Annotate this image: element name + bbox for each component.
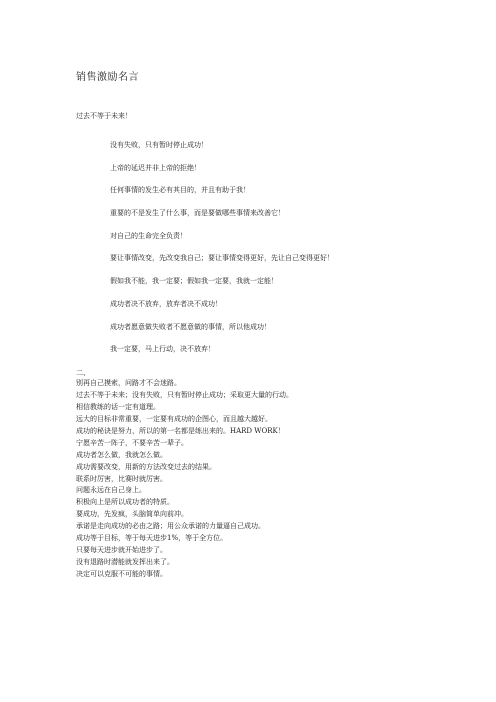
motto-line: 成功需要改变，用新的方法改变过去的结果。 (76, 462, 216, 471)
motto-line: 成功者怎么做，我就怎么做。 (76, 450, 167, 459)
motto-line: 要成功，先发疯，头脑简单向前冲。 (76, 510, 188, 519)
quote-line: 成功者愿意做失败者不愿意做的事情，所以他成功！ (110, 322, 271, 331)
motto-line: 承诺是走向成功的必由之路；用公众承诺的力量逼自己成功。 (76, 522, 265, 531)
motto-line: 只要每天进步就开始进步了。 (76, 546, 167, 555)
motto-line: 相信教练的话一定有道理。 (76, 402, 160, 411)
motto-line: 联系时厉害，比赛时就厉害。 (76, 474, 167, 483)
quote-line: 成功者决不放弃，放弃者决不成功！ (110, 299, 222, 308)
motto-line: 决定可以克服不可能的事情。 (76, 570, 167, 578)
quote-line: 任何事情的发生必有其目的，并且有助于我！ (110, 186, 250, 195)
section-two-heading: 二、 (76, 369, 90, 377)
quote-line: 没有失败，只有暂时停止成功！ (110, 141, 208, 149)
motto-line: 没有退路时潜能就发挥出来了。 (76, 558, 174, 567)
quote-line: 假如我不能，我一定要；假如我一定要，我就一定能！ (110, 277, 278, 286)
document-title: 销售激励名言 (76, 72, 139, 83)
motto-line: 成功等于目标，等于每天进步1%，等于全方位。 (76, 534, 228, 543)
motto-line: 过去不等于未来；没有失败，只有暂时停止成功；采取更大量的行动。 (76, 390, 293, 399)
quote-line: 对自己的生命完全负责！ (110, 231, 187, 240)
motto-line: 积极向上是所以成功者的特质。 (76, 498, 174, 507)
motto-line: 别再自己摸索，问路才不会迷路。 (76, 379, 181, 387)
quote-line: 要让事情改变，先改变我自己；要让事情变得更好，先让自己变得更好！ (110, 254, 334, 263)
quote-line: 我一定要，马上行动，决不放弃！ (110, 345, 215, 354)
quote-line: 上帝的延迟并非上帝的拒绝！ (110, 163, 201, 172)
section-one-quote-list (110, 141, 334, 368)
motto-line: 宁愿辛苦一阵子，不要辛苦一辈子。 (76, 438, 188, 447)
motto-line: 问题永远在自己身上。 (76, 486, 146, 495)
motto-line: 远大的目标非常重要，一定要有成功的企图心，而且越大越好。 (76, 414, 272, 423)
quote-line: 重要的不是发生了什么事，而是要做哪些事情来改善它！ (110, 209, 285, 218)
section-one-heading: 过去不等于未来！ (76, 112, 132, 120)
section-two-line-list (76, 379, 293, 582)
motto-line: 成功的秘诀是努力，所以的第一名都是练出来的。HARD WORK！ (76, 426, 285, 435)
